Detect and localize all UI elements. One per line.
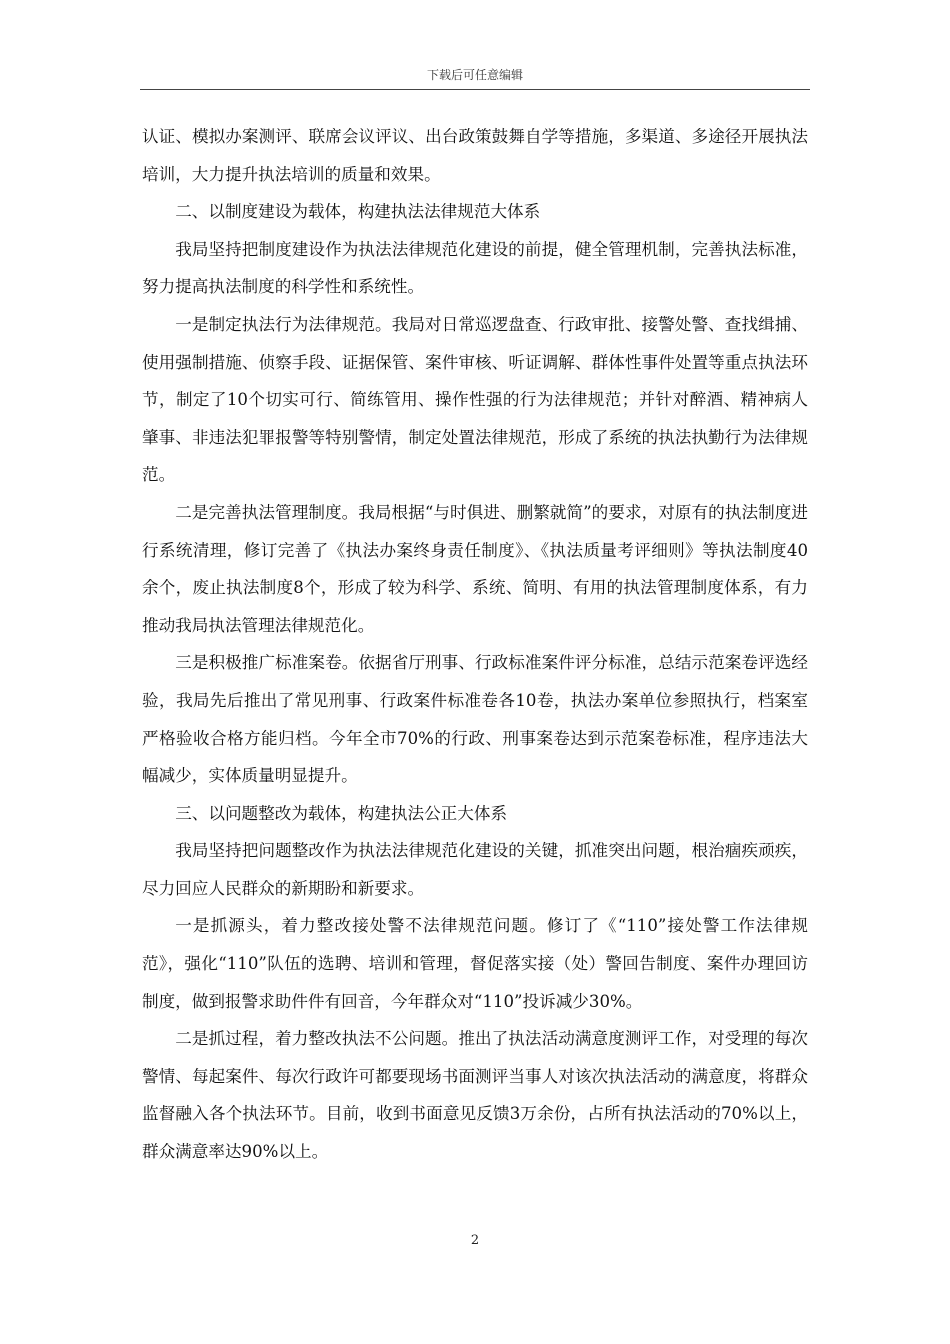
paragraph-process-control: 二是抓过程，着力整改执法不公问题。推出了执法活动满意度测评工作，对受理的每次警情、每起案件、每次行政许可都要现场书面测评当事人对该次执法活动的满意度，将群众监督融入各个执法环节。目前，收到书面意见反馈3万余份，占所有执法活动的70%以上，群众满意率达90%以上。 — [142, 1029, 808, 1162]
page-number: 2 — [470, 1233, 480, 1248]
section-heading-two: 二、以制度建设为载体，构建执法法律规范大体系 — [175, 202, 541, 222]
paragraph-system-building: 我局坚持把制度建设作为执法法律规范化建设的前提，健全管理机制，完善执法标准，努力提高执法制度的科学性和系统性。 — [142, 239, 808, 297]
paragraph-training-continuation: 认证、模拟办案测评、联席会议评议、出台政策鼓舞自学等措施，多渠道、多途径开展执法培训，大力提升执法培训的质量和效果。 — [142, 127, 808, 184]
paragraph-management-system: 二是完善执法管理制度。我局根据“与时俱进、删繁就简”的要求，对原有的执法制度进行系统清理，修订完善了《执法办案终身责任制度》、《执法质量考评细则》等执法制度40余个，废止执法制度8个，形成了较为科学、系统、简明、有用的执法管理制度体系，有力推动我局执法管理法律规范化。 — [142, 502, 808, 635]
paragraph-behavior-norms: 一是制定执法行为法律规范。我局对日常巡逻盘查、行政审批、接警处警、查找缉捕、使用强制措施、侦察手段、证据保管、案件审核、听证调解、群体性事件处置等重点执法环节，制定了10个切实可行、简练管用、操作性强的行为法律规范；并针对醉酒、精神病人肇事、非违法犯罪报警等特别警情，制定处置法律规范，形成了系统的执法执勤行为法律规范。 — [142, 314, 808, 485]
header-divider — [140, 89, 810, 90]
section-heading-three: 三、以问题整改为载体，构建执法公正大体系 — [175, 803, 508, 823]
paragraph-source-control: 一是抓源头，着力整改接处警不法律规范问题。修订了《“110”接处警工作法律规范》，强化“110”队伍的选聘、培训和管理，督促落实接（处）警回告制度、案件办理回访制度，做到报警求助件件有回音，今年群众对“110”投诉减少30%。 — [142, 916, 808, 1011]
paragraph-problem-rectification: 我局坚持把问题整改作为执法法律规范化建设的关键，抓准突出问题，根治痼疾顽疾，尽力回应人民群众的新期盼和新要求。 — [142, 841, 808, 898]
page-header: 下载后可任意编辑 — [426, 68, 523, 82]
paragraph-standard-files: 三是积极推广标准案卷。依据省厅刑事、行政标准案件评分标准，总结示范案卷评选经验，我局先后推出了常见刑事、行政案件标准卷各10卷，执法办案单位参照执行，档案室严格验收合格方能归档。今年全市70%的行政、刑事案卷达到示范案卷标准，程序违法大幅减少，实体质量明显提升。 — [142, 653, 808, 786]
document-body — [142, 118, 808, 1171]
